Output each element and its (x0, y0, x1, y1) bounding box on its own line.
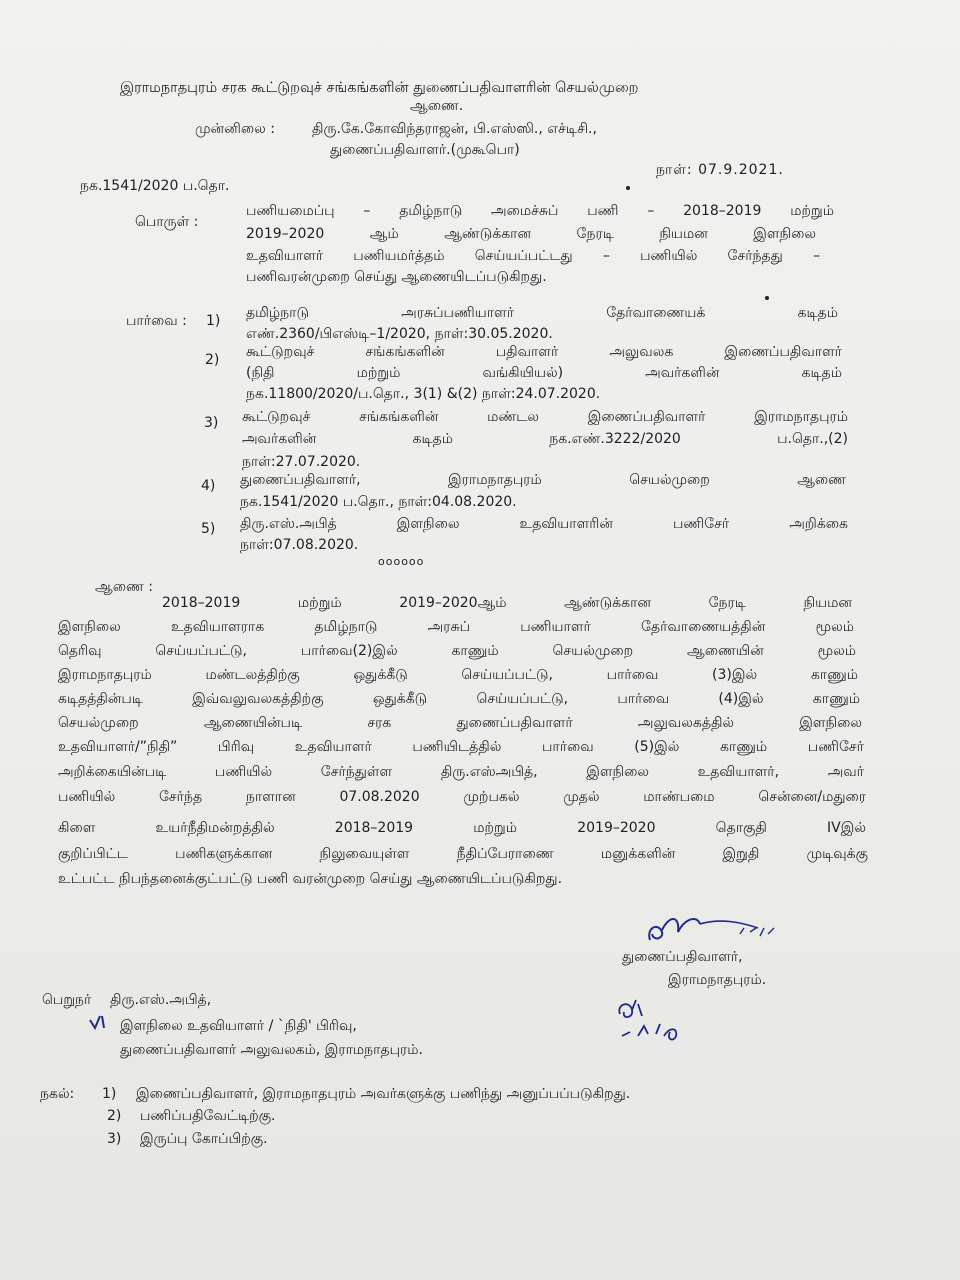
presence-name: திரு.கே.கோவிந்தராஜன், பி.எஸ்ஸி., எச்டிசி., (312, 121, 597, 137)
reference-item-number: 2) (205, 352, 220, 368)
subject-line: பணிவரன்முறை செய்து ஆணையிடப்படுகிறது. (246, 269, 547, 285)
order-label: ஆணை : (95, 579, 153, 595)
signatory-place: இராமநாதபுரம். (668, 972, 767, 988)
copy-item-number: 1) (102, 1086, 117, 1102)
reference-item-number: 4) (201, 478, 216, 494)
order-line: செயல்முறை ஆணையின்படி சரக துணைப்பதிவாளர் அலுவலகத்தில் இளநிலை (58, 715, 862, 731)
order-line: குறிப்பிட்ட பணிகளுக்கான நிலுவையுள்ள நீதிப்பேராணை மனுக்களின் இறுதி முடிவுக்கு (58, 846, 868, 862)
signatory-designation: துணைப்பதிவாளர், (622, 949, 743, 965)
reference-item-line: நக.1541/2020 ப.தொ., நாள்:04.08.2020. (240, 494, 517, 510)
tick-mark (88, 1012, 112, 1032)
order-line: உதவியாளர்/”நிதி” பிரிவு உதவியாளர் பணியிடத்தில் பார்வை (5)இல் காணும் பணிசேர் (58, 739, 864, 755)
recipient-label: பெறுநர் (42, 992, 92, 1008)
document-title-line2: ஆணை. (410, 98, 464, 114)
recipient-office: துணைப்பதிவாளர் அலுவலகம், இராமநாதபுரம். (120, 1042, 423, 1058)
order-line: உட்பட்ட நிபந்தனைக்குட்பட்டு பணி வரன்முறை செய்து ஆணையிடப்படுகிறது. (58, 871, 563, 887)
order-line: பணியில் சேர்ந்த நாளான 07.08.2020 முற்பகல் முதல் மாண்பமை சென்னை/மதுரை (58, 789, 866, 805)
reference-item-number: 1) (206, 313, 221, 329)
initials-mark (612, 996, 702, 1046)
recipient-designation: இளநிலை உதவியாளர் / `நிதி' பிரிவு, (120, 1018, 357, 1034)
reference-item-line: கூட்டுறவுச் சங்கங்களின் பதிவாளர் அலுவலக இணைப்பதிவாளர் (246, 344, 842, 360)
order-line: அறிக்கையின்படி பணியில் சேர்ந்துள்ள திரு.எஸ்அபித், இளநிலை உதவியாளர், அவர் (58, 764, 864, 780)
subject-label: பொருள் : (135, 214, 199, 230)
section-separator: oooooo (378, 555, 425, 568)
presence-label: முன்னிலை : (195, 121, 275, 137)
reference-item-number: 5) (201, 521, 216, 537)
subject-line: உதவியாளர் பணியமர்த்தம் செய்யப்பட்டது – பணியில் சேர்ந்தது – (246, 248, 820, 264)
reference-item-line: நாள்:27.07.2020. (242, 454, 361, 470)
order-line: கடிதத்தின்படி இவ்வலுவலகத்திற்கு ஒதுக்கீடு செய்யப்பட்டு, பார்வை (4)இல் காணும் (58, 691, 860, 707)
ink-speck (626, 186, 630, 190)
subject-line: 2019–2020 ஆம் ஆண்டுக்கான நேரடி நியமன இளநிலை (246, 226, 816, 242)
copy-item-text: இணைப்பதிவாளர், இராமநாதபுரம் அவர்களுக்கு பணிந்து அனுப்பப்படுகிறது. (136, 1086, 631, 1102)
copy-item-number: 2) (107, 1108, 122, 1124)
copy-item-text: இருப்பு கோப்பிற்கு. (140, 1131, 268, 1147)
reference-item-line: எண்.2360/பிஎஸ்டி–1/2020, நாள்:30.05.2020. (246, 326, 553, 342)
order-line: தெரிவு செய்யப்பட்டு, பார்வை(2)இல் காணும் செயல்முறை ஆணையின் மூலம் (58, 643, 856, 659)
presence-designation: துணைப்பதிவாளர்.(முகூபொ) (330, 142, 520, 158)
reference-item-line: கூட்டுறவுச் சங்கங்களின் மண்டல இணைப்பதிவாளர் இராமநாதபுரம் (242, 409, 848, 425)
order-line: இராமநாதபுரம் மண்டலத்திற்கு ஒதுக்கீடு செய்யப்பட்டு, பார்வை (3)இல் காணும் (58, 667, 858, 683)
reference-item-line: திரு.எஸ்.அபித் இளநிலை உதவியாளரின் பணிசேர் அறிக்கை (240, 516, 848, 532)
copy-item-number: 3) (107, 1131, 122, 1147)
reference-number: நக.1541/2020 ப.தொ. (80, 178, 230, 194)
order-date: நாள்: 07.9.2021. (656, 162, 784, 178)
order-line: இளநிலை உதவியாளராக தமிழ்நாடு அரசுப் பணியாளர் தேர்வாணையத்தின் மூலம் (58, 619, 854, 635)
reference-item-number: 3) (204, 415, 219, 431)
document-title-line1: இராமநாதபுரம் சரக கூட்டுறவுச் சங்கங்களின் துணைப்பதிவாளரின் செயல்முறை (120, 80, 639, 96)
recipient-name: திரு.எஸ்.அபித், (110, 992, 212, 1008)
subject-line: பணியமைப்பு – தமிழ்நாடு அமைச்சுப் பணி – 2018–2019 மற்றும் (246, 203, 834, 219)
copy-item-text: பணிப்பதிவேட்டிற்கு. (140, 1108, 276, 1124)
reference-item-line: நக.11800/2020/ப.தொ., 3(1) &(2) நாள்:24.07.2020. (246, 386, 601, 402)
order-line: கிளை உயர்நீதிமன்றத்தில் 2018–2019 மற்றும் 2019–2020 தொகுதி IVஇல் (58, 820, 866, 836)
reference-item-line: (நிதி மற்றும் வங்கியியல்) அவர்களின் கடிதம் (246, 365, 842, 381)
reference-item-line: அவர்களின் கடிதம் நக.எண்.3222/2020 ப.தொ.,(2) (242, 431, 848, 447)
order-line: 2018–2019 மற்றும் 2019–2020ஆம் ஆண்டுக்கான நேரடி நியமன (162, 595, 852, 611)
references-label: பார்வை : (126, 313, 187, 329)
copy-label: நகல்: (40, 1086, 75, 1102)
reference-item-line: துணைப்பதிவாளர், இராமநாதபுரம் செயல்முறை ஆணை (240, 472, 846, 488)
ink-speck (765, 296, 769, 300)
reference-item-line: நாள்:07.08.2020. (240, 537, 359, 553)
reference-item-line: தமிழ்நாடு அரசுப்பணியாளர் தேர்வாணையக் கடிதம் (246, 305, 838, 321)
